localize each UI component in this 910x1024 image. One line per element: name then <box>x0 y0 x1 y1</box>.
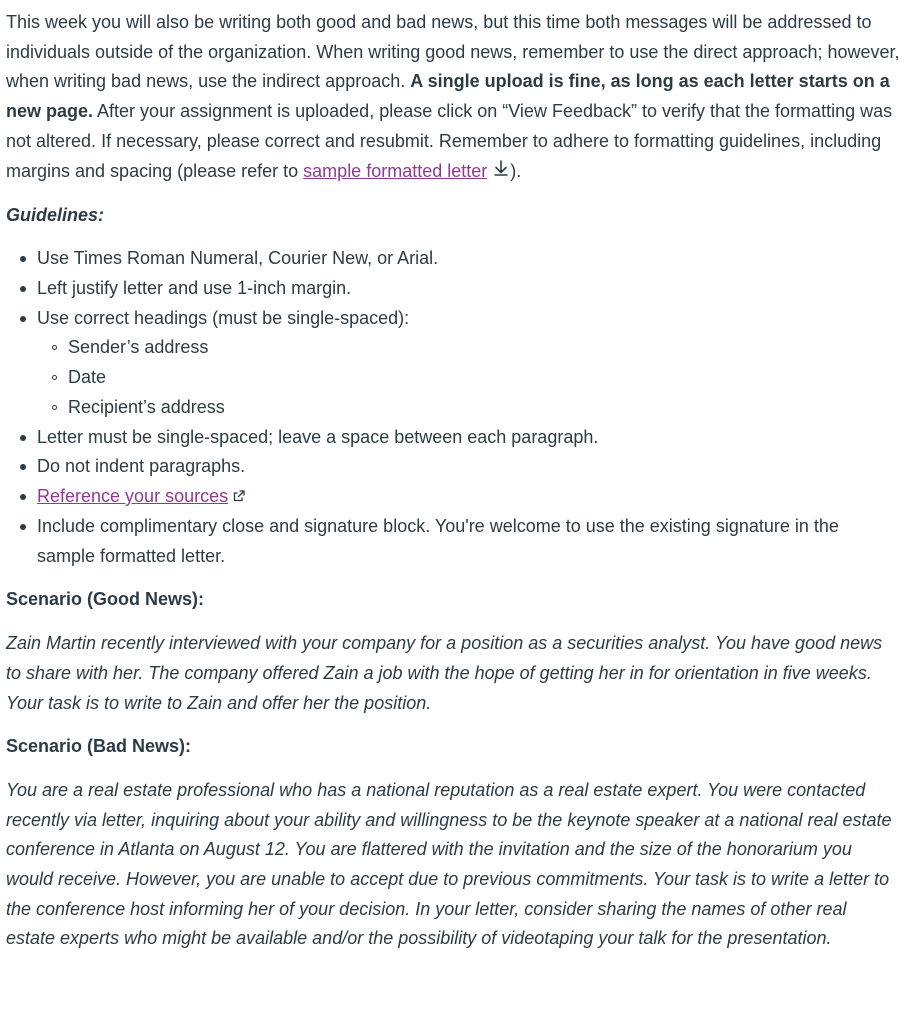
bad-news-text: You are a real estate professional who has a national reputation as a real estate expert. You were contacted recently via letter, inquiring about your ability and willingness to be the keynote speaker at a national real estate conference in Atlanta on August 12. You are flattered with the invitation and the size of the honorarium you would receive. However, you are unable to accept due to previous commitments. Your task is to write a letter to the conference host informing her of your decision. In your letter, consider sharing the names of other real estate experts who might be available and/or the possibility of videotaping your talk for the presentation. <box>6 779 892 949</box>
reference-sources-link[interactable]: Reference your sources <box>37 485 229 506</box>
good-news-heading: Scenario (Good News): <box>6 589 205 610</box>
list-item: Left justify letter and use 1-inch margin. <box>37 274 900 304</box>
headings-item-text: Use correct headings (must be single-spaced): <box>37 307 410 328</box>
list-item <box>37 304 900 423</box>
good-news-text: Zain Martin recently interviewed with your company for a position as a securities analyst. You have good news to share with her. The company offered Zain a job with the hope of getting her in for orientation in five weeks. Your task is to write to Zain and offer her the position. <box>6 633 883 713</box>
external-link-icon[interactable] <box>233 482 245 512</box>
list-item: Use Times Roman Numeral, Courier New, or Arial. <box>37 244 900 274</box>
guidelines-list <box>6 244 900 571</box>
list-item <box>37 482 900 512</box>
guidelines-heading: Guidelines: <box>6 204 105 225</box>
sample-letter-link-text: sample formatted letter <box>303 160 488 181</box>
list-item: Include complimentary close and signature block. You're welcome to use the existing signature in the sample formatted letter. <box>37 512 900 571</box>
intro-text-1: This week you will also be writing both good and bad news, but this time both messages will be addressed to individuals outside of the organization. When writing good news, remember to use the direct approach; however, when writing bad news, use the indirect approach. <box>6 12 900 92</box>
list-item: Do not indent paragraphs. <box>37 452 900 482</box>
list-item: Letter must be single-spaced; leave a space between each paragraph. <box>37 423 900 453</box>
headings-sublist <box>37 333 900 422</box>
sample-letter-link[interactable] <box>303 161 487 181</box>
intro-paragraph <box>6 8 900 187</box>
intro-text-2: After your assignment is uploaded, please click on “View Feedback” to verify that the formatting was not altered. If necessary, please correct and resubmit. Remember to adhere to formatting guidelines, including margins and spacing (please refer to <box>6 101 893 181</box>
sub-list-item: Date <box>68 363 900 393</box>
intro-bold-text: A single upload is fine, as long as each letter starts on a new page. <box>6 71 890 122</box>
sub-list-item: Sender’s address <box>68 333 900 363</box>
download-arrow-icon[interactable] <box>492 157 510 187</box>
bad-news-heading: Scenario (Bad News): <box>6 736 192 757</box>
sub-list-item: Recipient’s address <box>68 393 900 423</box>
intro-text-3: ). <box>510 160 522 181</box>
